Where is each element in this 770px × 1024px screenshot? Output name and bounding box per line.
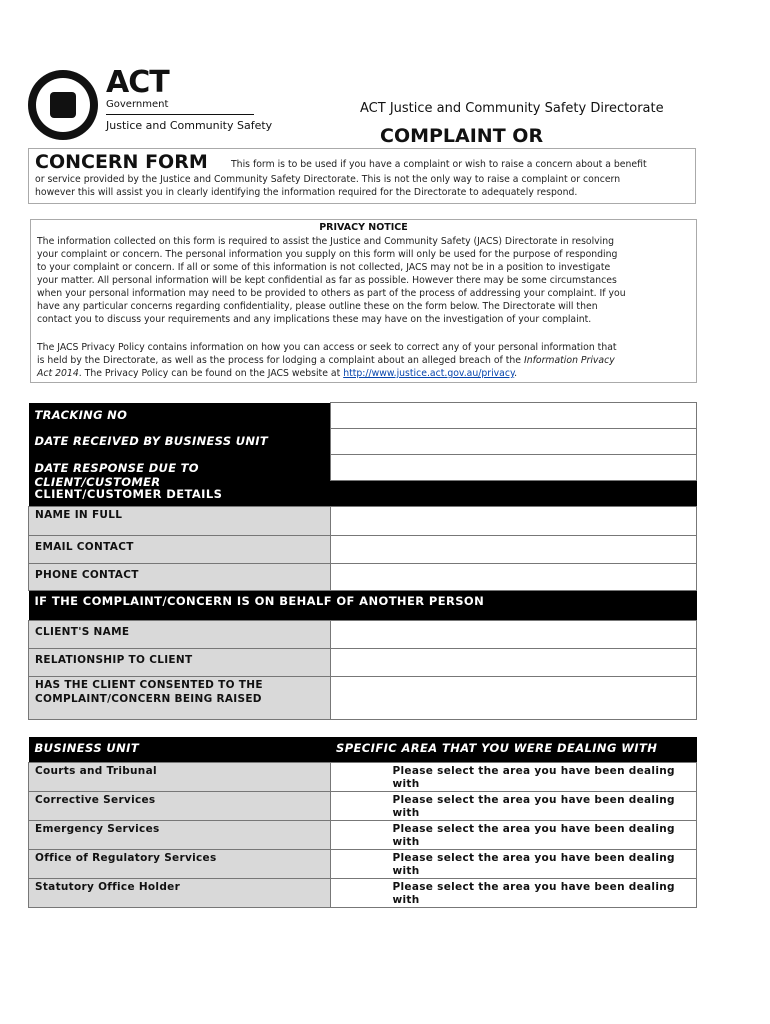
intro-box <box>28 148 696 204</box>
intro-text-line2: or service provided by the Justice and Community Safety Directorate. This is not the only way to raise a complaint or concern <box>35 174 621 185</box>
email-field[interactable] <box>330 536 696 564</box>
privacy-line: when your personal information may need to be provided to others as part of the process of addressing your complaint. If you <box>37 288 626 299</box>
area-select-courts[interactable]: Please select the area you have been dealing with <box>330 762 696 791</box>
phone-label: PHONE CONTACT <box>29 564 331 591</box>
email-label: EMAIL CONTACT <box>29 536 331 564</box>
client-details-header: CLIENT/CUSTOMER DETAILS <box>29 481 697 507</box>
privacy-policy-text: is held by the Directorate, as well as the process for lodging a complaint about an alleged breach of the <box>37 355 524 366</box>
directorate-name: ACT Justice and Community Safety Directorate <box>360 101 664 116</box>
client-name-field[interactable] <box>330 621 696 649</box>
date-response-label <box>29 455 331 489</box>
privacy-notice-box <box>30 219 697 383</box>
business-unit-corrective: Corrective Services <box>29 791 331 820</box>
privacy-policy-line3 <box>37 368 517 380</box>
privacy-policy-line2 <box>37 355 615 367</box>
area-select-statutory[interactable]: Please select the area you have been dealing with <box>330 878 696 907</box>
consent-label <box>29 677 331 720</box>
privacy-line: The information collected on this form is required to assist the Justice and Community Safety (JACS) Directorate in resolving <box>37 236 615 247</box>
privacy-line: contact you to discuss your requirements and any implications these may have on the investigation of your complaint. <box>37 314 592 325</box>
date-response-text: DATE RESPONSE DUE TO CLIENT/CUSTOMER <box>34 460 199 489</box>
phone-field[interactable] <box>330 564 696 591</box>
privacy-notice-title: PRIVACY NOTICE <box>319 222 408 233</box>
logo-government-text: Government <box>106 99 169 110</box>
business-unit-emergency: Emergency Services <box>29 820 331 849</box>
privacy-act-year: Act 2014 <box>37 368 79 379</box>
behalf-header: IF THE COMPLAINT/CONCERN IS ON BEHALF OF ANOTHER PERSON <box>29 591 697 621</box>
relationship-label: RELATIONSHIP TO CLIENT <box>29 649 331 677</box>
logo-divider <box>106 114 254 115</box>
privacy-policy-line1: The JACS Privacy Policy contains information on how you can access or seek to correct any of your personal information that <box>37 342 617 353</box>
tracking-no-label: TRACKING NO <box>29 403 331 429</box>
intro-text-line1: This form is to be used if you have a complaint or wish to raise a concern about a benefit <box>231 159 647 170</box>
form-title-part2: CONCERN FORM <box>35 151 208 173</box>
area-select-corrective[interactable]: Please select the area you have been dealing with <box>330 791 696 820</box>
business-unit-regulatory: Office of Regulatory Services <box>29 849 331 878</box>
privacy-policy-period: . <box>514 368 518 379</box>
tracking-client-table <box>28 402 697 720</box>
area-select-emergency[interactable]: Please select the area you have been dealing with <box>330 820 696 849</box>
privacy-line: your complaint or concern. The personal information you supply on this form will only be used for the purpose of responding <box>37 249 618 260</box>
name-field[interactable] <box>330 507 696 536</box>
client-name-label: CLIENT'S NAME <box>29 621 331 649</box>
tracking-no-field[interactable] <box>330 403 696 429</box>
specific-area-header: SPECIFIC AREA THAT YOU WERE DEALING WITH <box>330 737 696 762</box>
consent-label-line1: HAS THE CLIENT CONSENTED TO THE <box>35 679 263 691</box>
privacy-line: to your complaint or concern. If all or some of this information is not collected, JACS may not be in a position to investigate <box>37 262 611 273</box>
act-government-seal-logo <box>28 70 98 140</box>
name-label: NAME IN FULL <box>29 507 331 536</box>
privacy-line: your matter. All personal information will be kept confidential as far as possible. However there may be some circumstances <box>37 275 617 286</box>
logo-act-text: ACT <box>106 65 169 100</box>
privacy-policy-link[interactable]: http://www.justice.act.gov.au/privacy <box>343 368 515 379</box>
privacy-line: have any particular concerns regarding confidentiality, please outline these on the form below. The Directorate will then <box>37 301 598 312</box>
intro-text-line3: however this will assist you in clearly identifying the information required for the Directorate to adequately respond. <box>35 187 578 198</box>
consent-label-line2: COMPLAINT/CONCERN BEING RAISED <box>35 693 262 705</box>
consent-field[interactable] <box>330 677 696 720</box>
date-received-field[interactable] <box>330 429 696 455</box>
privacy-policy-text: . The Privacy Policy can be found on the JACS website at <box>78 368 344 379</box>
date-received-label: DATE RECEIVED BY BUSINESS UNIT <box>29 429 331 455</box>
business-unit-courts: Courts and Tribunal <box>29 762 331 791</box>
privacy-act-name: Information Privacy <box>523 355 615 366</box>
business-unit-table <box>28 737 697 908</box>
business-unit-header: BUSINESS UNIT <box>29 737 331 762</box>
date-response-field[interactable] <box>330 455 696 481</box>
business-unit-statutory: Statutory Office Holder <box>29 878 331 907</box>
form-title-part1: COMPLAINT OR <box>380 125 544 147</box>
relationship-field[interactable] <box>330 649 696 677</box>
area-select-regulatory[interactable]: Please select the area you have been dealing with <box>330 849 696 878</box>
logo-department-text: Justice and Community Safety <box>106 119 273 132</box>
